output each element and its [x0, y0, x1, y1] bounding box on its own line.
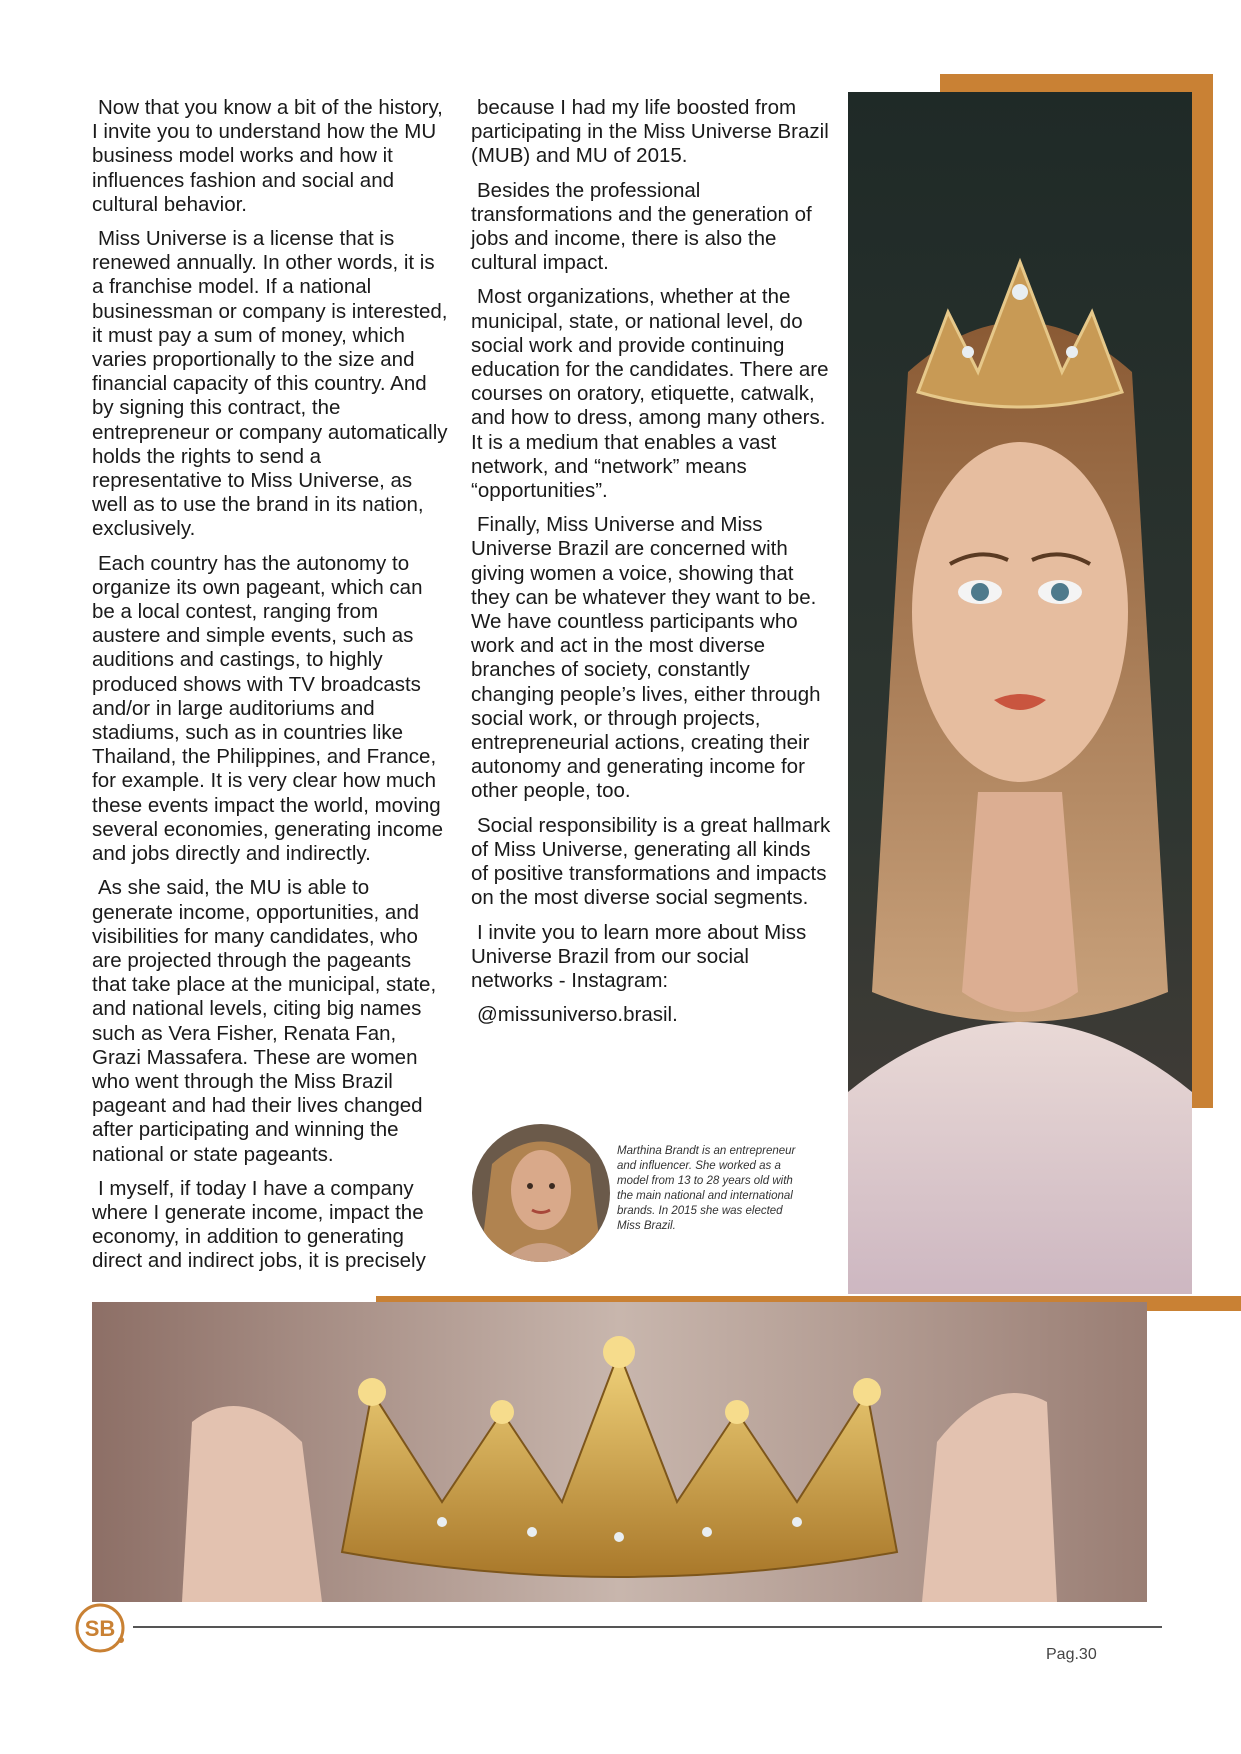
- paragraph: Miss Universe is a license that is renewed annually. In other words, it is a franchise model. If a national businessman or company is interested, it must pay a sum of money, which varies proportionally to the size and financial capacity of this country. And by signing this contract, the entrepreneur or company automatically holds the rights to send a representative to Miss Universe, as well as to use the brand in its nation, exclusively.: [92, 227, 448, 541]
- paragraph: Social responsibility is a great hallmark of Miss Universe, generating all kinds of positive transformations and impacts on the most diverse social segments.: [471, 813, 831, 910]
- article-left-column: [92, 96, 450, 1284]
- author-caption: Marthina Brandt is an entrepreneur and influencer. She worked as a model from 13 to 28 years old with the main national and international brands. In 2015 she was elected Miss Brazil.: [617, 1145, 796, 1232]
- instagram-handle: @missuniverso.brasil.: [477, 1003, 678, 1027]
- paragraph: Finally, Miss Universe and Miss Universe Brazil are concerned with giving women a voice, showing that they can be whatever they want to be. We have countless participants who work and act in the most diverse branches of society, constantly changing people’s lives, either through social work, or through projects, entrepreneurial actions, creating their autonomy and generating income for other people, too.: [471, 513, 821, 803]
- paragraph: Now that you know a bit of the history, I invite you to understand how the MU business model works and how it influences fashion and social and cultural behavior.: [92, 96, 443, 216]
- paragraph: Most organizations, whether at the municipal, state, or national level, do social work and provide continuing education for the candidates. There are courses on oratory, etiquette, catwalk, and how to dress, among many others. It is a medium that enables a vast network, and “network” means “opportunities”.: [471, 285, 829, 503]
- author-avatar: [472, 1124, 610, 1262]
- paragraph: I myself, if today I have a company where I generate income, impact the economy, in addition to generating direct and indirect jobs, it is precisely: [92, 1176, 426, 1273]
- paragraph: I invite you to learn more about Miss Universe Brazil from our social networks - Instagram:: [471, 920, 807, 992]
- paragraph: because I had my life boosted from participating in the Miss Universe Brazil (MUB) and MU of 2015.: [471, 96, 829, 168]
- paragraph: Besides the professional transformations and the generation of jobs and income, there is also the cultural impact.: [471, 178, 812, 275]
- svg-text:SB: SB: [84, 1616, 116, 1641]
- paragraph: Each country has the autonomy to organize its own pageant, which can be a local contest, ranging from austere and simple events, such as auditions and castings, to highly produced shows with TV broadcasts and/or in large auditoriums and stadiums, such as in countries like Thailand, the Philippines, and France, for example. It is very clear how much these events impact the world, moving several economies, generating income and jobs directly and indirectly.: [92, 551, 443, 866]
- crown-photo: [92, 1302, 1147, 1602]
- sb-logo: [74, 1602, 130, 1654]
- paragraph: As she said, the MU is able to generate income, opportunities, and visibilities for many candidates, who are projected through the pageants that take place at the municipal, state, and national levels, citing big names such as Vera Fisher, Renata Fan, Grazi Massafera. These are women who went through the Miss Brazil pageant and had their lives changed after participating and winning the national or state pageants.: [92, 876, 437, 1166]
- article-middle-column: [471, 96, 831, 1037]
- footer-divider: [133, 1626, 1162, 1628]
- portrait-photo: [848, 92, 1192, 1294]
- page-number: Pag.30: [1046, 1646, 1097, 1663]
